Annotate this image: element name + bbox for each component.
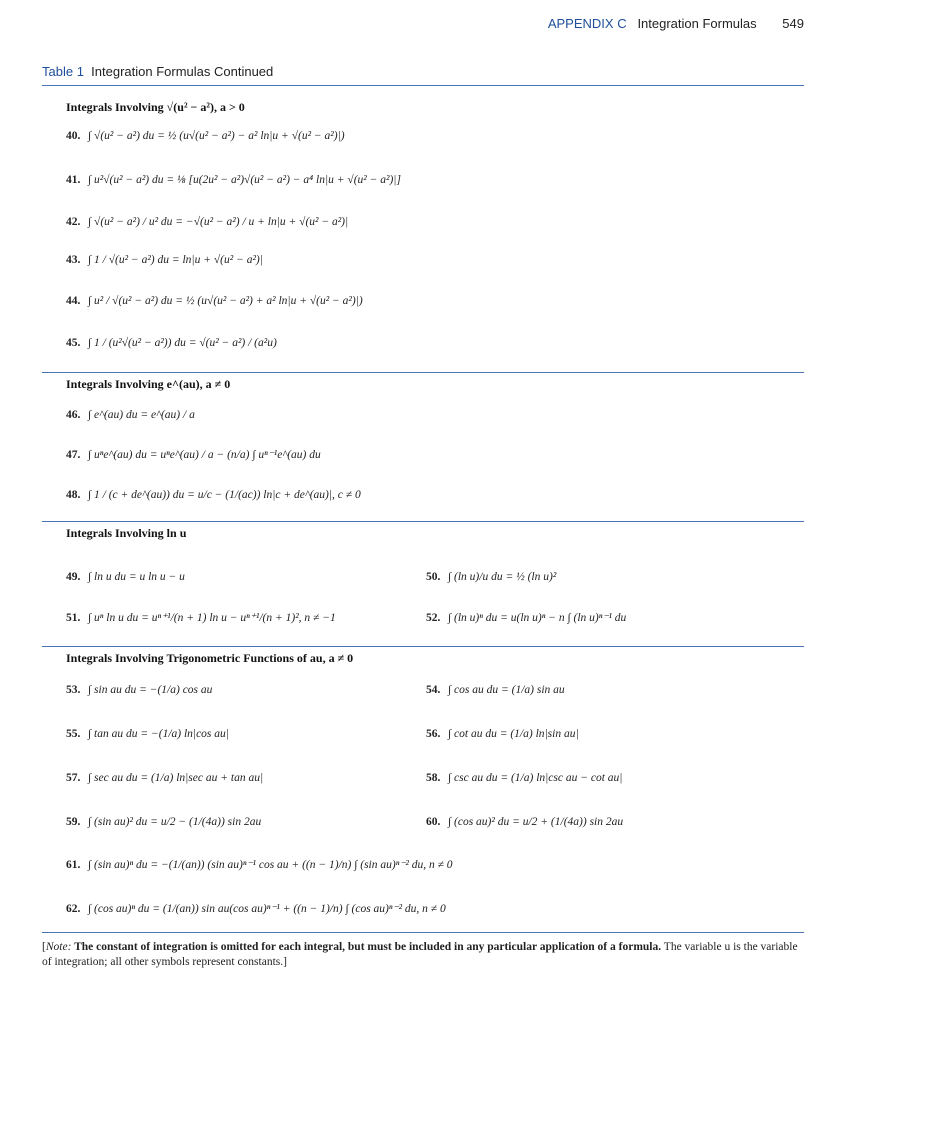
formula-47: 47. ∫ uⁿe^(au) du = uⁿe^(au) / a − (n/a) ∫ uⁿ⁻¹e^(au) du xyxy=(66,449,321,461)
formula-41: 41. ∫ u²√(u² − a²) du = ⅛ [u(2u² − a²)√(u² − a²) − a⁴ ln|u + √(u² − a²)|] xyxy=(66,174,401,186)
table-title-text: Integration Formulas Continued xyxy=(91,64,274,79)
formula-52: 52. ∫ (ln u)ⁿ du = u(ln u)ⁿ − n ∫ (ln u)ⁿ⁻¹ du xyxy=(426,612,627,624)
note-bold-text: The constant of integration is omitted for each integral, but must be included in any particular application of a formula. xyxy=(71,941,662,953)
formula-55: 55. ∫ tan au du = −(1/a) ln|cos au| xyxy=(66,728,229,740)
formula-62: 62. ∫ (cos au)ⁿ du = (1/(an)) sin au(cos au)ⁿ⁻¹ + ((n − 1)/n) ∫ (cos au)ⁿ⁻² du, n ≠ 0 xyxy=(66,903,446,915)
formula-60: 60. ∫ (cos au)² du = u/2 + (1/(4a)) sin 2au xyxy=(426,816,624,828)
formula-56: 56. ∫ cot au du = (1/a) ln|sin au| xyxy=(426,728,579,740)
formula-57: 57. ∫ sec au du = (1/a) ln|sec au + tan au| xyxy=(66,772,264,784)
page-number: 549 xyxy=(782,16,804,31)
rule-2 xyxy=(42,521,804,522)
rule-bottom xyxy=(42,932,804,933)
formula-54: 54. ∫ cos au du = (1/a) sin au xyxy=(426,684,565,696)
formula-44: 44. ∫ u² / √(u² − a²) du = ½ (u√(u² − a²) + a² ln|u + √(u² − a²)|) xyxy=(66,295,363,307)
formula-49: 49. ∫ ln u du = u ln u − u xyxy=(66,571,185,583)
table-label: Table 1 xyxy=(42,64,84,79)
formula-59: 59. ∫ (sin au)² du = u/2 − (1/(4a)) sin 2au xyxy=(66,816,262,828)
formula-43: 43. ∫ 1 / √(u² − a²) du = ln|u + √(u² − a²)| xyxy=(66,254,263,266)
section-heading-exp: Integrals Involving e^(au), a ≠ 0 xyxy=(66,377,231,391)
formula-53: 53. ∫ sin au du = −(1/a) cos au xyxy=(66,684,213,696)
section-heading-sqrt: Integrals Involving √(u² − a²), a > 0 xyxy=(66,100,245,114)
footnote: [Note: The constant of integration is omitted for each integral, but must be included in any particular application of a formula. The variable u is the variable of integration; all other symbols represent constants.] xyxy=(42,941,798,968)
running-header xyxy=(548,16,804,31)
rule-3 xyxy=(42,646,804,647)
note-label: Note: xyxy=(45,941,72,953)
section-heading-ln: Integrals Involving ln u xyxy=(66,526,187,540)
rule-top xyxy=(42,85,804,86)
table-title xyxy=(42,64,273,79)
formula-48: 48. ∫ 1 / (c + de^(au)) du = u/c − (1/(ac)) ln|c + de^(au)|, c ≠ 0 xyxy=(66,489,361,501)
formula-40: 40. ∫ √(u² − a²) du = ½ (u√(u² − a²) − a² ln|u + √(u² − a²)|) xyxy=(66,130,345,142)
formula-42: 42. ∫ √(u² − a²) / u² du = −√(u² − a²) / u + ln|u + √(u² − a²)| xyxy=(66,216,349,228)
appendix-title: Integration Formulas xyxy=(637,16,757,31)
formula-58: 58. ∫ csc au du = (1/a) ln|csc au − cot au| xyxy=(426,772,623,784)
formula-50: 50. ∫ (ln u)/u du = ½ (ln u)² xyxy=(426,571,557,583)
note-regular-text: The variable u is the variable of integration; all other symbols represent constants.] xyxy=(42,941,798,968)
section-heading-trig: Integrals Involving Trigonometric Functions of au, a ≠ 0 xyxy=(66,651,354,665)
formula-45: 45. ∫ 1 / (u²√(u² − a²)) du = √(u² − a²) / (a²u) xyxy=(66,337,277,349)
formula-51: 51. ∫ uⁿ ln u du = uⁿ⁺¹/(n + 1) ln u − uⁿ⁺¹/(n + 1)², n ≠ −1 xyxy=(66,612,336,624)
rule-1 xyxy=(42,372,804,373)
appendix-label: APPENDIX C xyxy=(547,16,627,31)
formula-46: 46. ∫ e^(au) du = e^(au) / a xyxy=(66,409,195,421)
formula-61: 61. ∫ (sin au)ⁿ du = −(1/(an)) (sin au)ⁿ⁻¹ cos au + ((n − 1)/n) ∫ (sin au)ⁿ⁻² du, n ≠ 0 xyxy=(66,859,453,871)
